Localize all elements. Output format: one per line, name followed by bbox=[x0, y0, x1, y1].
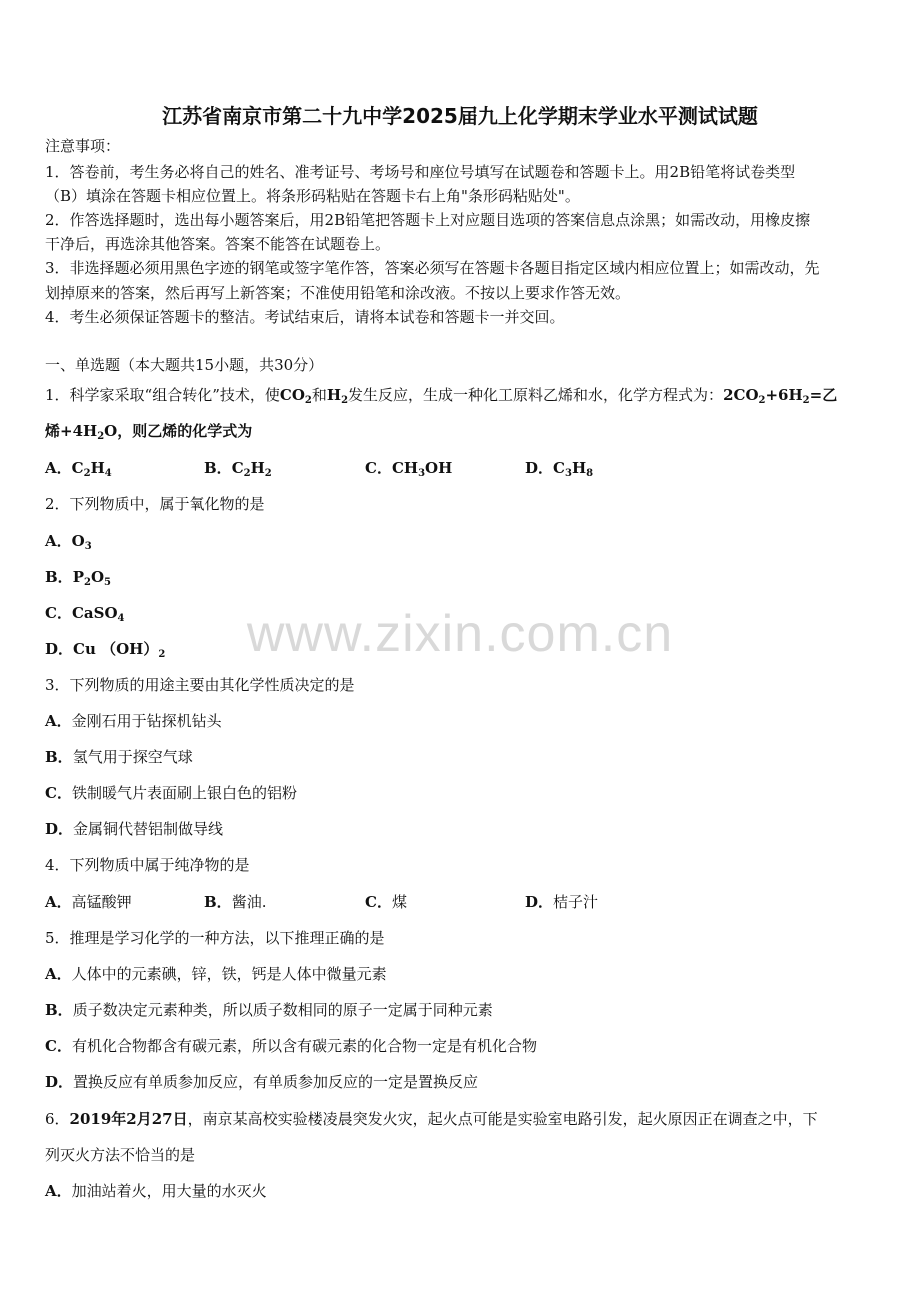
notice-line: 划掉原来的答案，然后再写上新答案；不准使用铅笔和涂改液。不按以上要求作答无效。 bbox=[45, 284, 631, 302]
option-a: A．加油站着火，用大量的水灭火 bbox=[45, 1182, 267, 1200]
notice-line: 3．非选择题必须用黑色字迹的钢笔或签字笔作答，答案必须写在答题卡各题目指定区域内相应位置上；如需改动，先 bbox=[45, 259, 820, 277]
option-d: D．Cu $(OH)_2$ bbox=[45, 640, 166, 660]
notice-line: 2．作答选择题时，选出每小题答案后，用2B铅笔把答题卡上对应题目选项的答案信息点涂黑；如需改动，用橡皮擦 bbox=[45, 211, 811, 229]
option-d: D．金属铜代替铝制做导线 bbox=[45, 820, 224, 838]
question-3: 3．下列物质的用途主要由其化学性质决定的是 bbox=[45, 676, 355, 694]
page-title: 江苏省南京市第二十九中学2025届九上化学期末学业水平测试试题 bbox=[162, 104, 758, 128]
question-2: 2．下列物质中，属于氧化物的是 bbox=[45, 495, 265, 513]
notice-line: 1．答卷前，考生务必将自己的姓名、准考证号、考场号和座位号填写在试题卷和答题卡上。用2B铅笔将试卷类型 bbox=[45, 163, 796, 181]
option-b: B．$P_2O_5$ bbox=[45, 568, 111, 588]
notice-line: 4．考生必须保证答题卡的整洁。考试结束后，请将本试卷和答题卡一并交回。 bbox=[45, 308, 565, 326]
option-a: A．金刚石用于钻探机钻头 bbox=[45, 712, 222, 730]
question-1-line-1: 1．科学家采取“组合转化”技术，使$CO_2$和$H_2$发生反应，生成一种化工原料乙烯和水，化学方程式为：$2CO_2+6H_2=$乙 bbox=[45, 386, 838, 406]
option-a: A．人体中的元素碘，锌，铁，钙是人体中微量元素 bbox=[45, 965, 387, 983]
option-c: C．煤 bbox=[365, 893, 407, 911]
question-1-line-2: 烯$+4H_2O$，则乙烯的化学式为 bbox=[45, 422, 253, 442]
option-c: C．CaSO$_4$ bbox=[45, 604, 125, 624]
notice-line: （B）填涂在答题卡相应位置上。将条形码粘贴在答题卡右上角"条形码粘贴处"。 bbox=[45, 187, 580, 205]
option-d: D．置换反应有单质参加反应，有单质参加反应的一定是置换反应 bbox=[45, 1073, 479, 1091]
question-6-line-2: 列灭火方法不恰当的是 bbox=[45, 1146, 196, 1164]
option-d: D．$C_3H_8$ bbox=[525, 459, 594, 479]
question-6-line-1: 6．2019年2月27日，南京某高校实验楼凌晨突发火灾，起火点可能是实验室电路引发，起火原因正在调查之中，下 bbox=[45, 1110, 818, 1128]
option-b: B．酱油. bbox=[204, 893, 267, 911]
section-heading: 一、单选题（本大题共15小题，共30分） bbox=[45, 356, 324, 374]
question-4-options bbox=[45, 892, 875, 912]
option-c: C．$CH_3OH$ bbox=[365, 459, 453, 479]
question-4: 4．下列物质中属于纯净物的是 bbox=[45, 856, 250, 874]
notice-heading: 注意事项： bbox=[45, 137, 121, 155]
question-5: 5．推理是学习化学的一种方法，以下推理正确的是 bbox=[45, 929, 385, 947]
option-c: C．有机化合物都含有碳元素，所以含有碳元素的化合物一定是有机化合物 bbox=[45, 1037, 537, 1055]
option-a: A．$C_2H_4$ bbox=[45, 459, 112, 479]
option-a: A．高锰酸钾 bbox=[45, 893, 132, 911]
question-1-options bbox=[45, 458, 875, 478]
notice-line: 干净后，再选涂其他答案。答案不能答在试题卷上。 bbox=[45, 235, 391, 253]
option-b: B．$C_2H_2$ bbox=[204, 459, 272, 479]
watermark: www.zixin.com.cn bbox=[246, 605, 674, 663]
option-d: D．桔子汁 bbox=[525, 893, 599, 911]
option-c: C．铁制暖气片表面刷上银白色的铝粉 bbox=[45, 784, 297, 802]
option-b: B．氢气用于探空气球 bbox=[45, 748, 193, 766]
option-b: B．质子数决定元素种类，所以质子数相同的原子一定属于同种元素 bbox=[45, 1001, 493, 1019]
option-a: A．$O_3$ bbox=[45, 532, 92, 552]
